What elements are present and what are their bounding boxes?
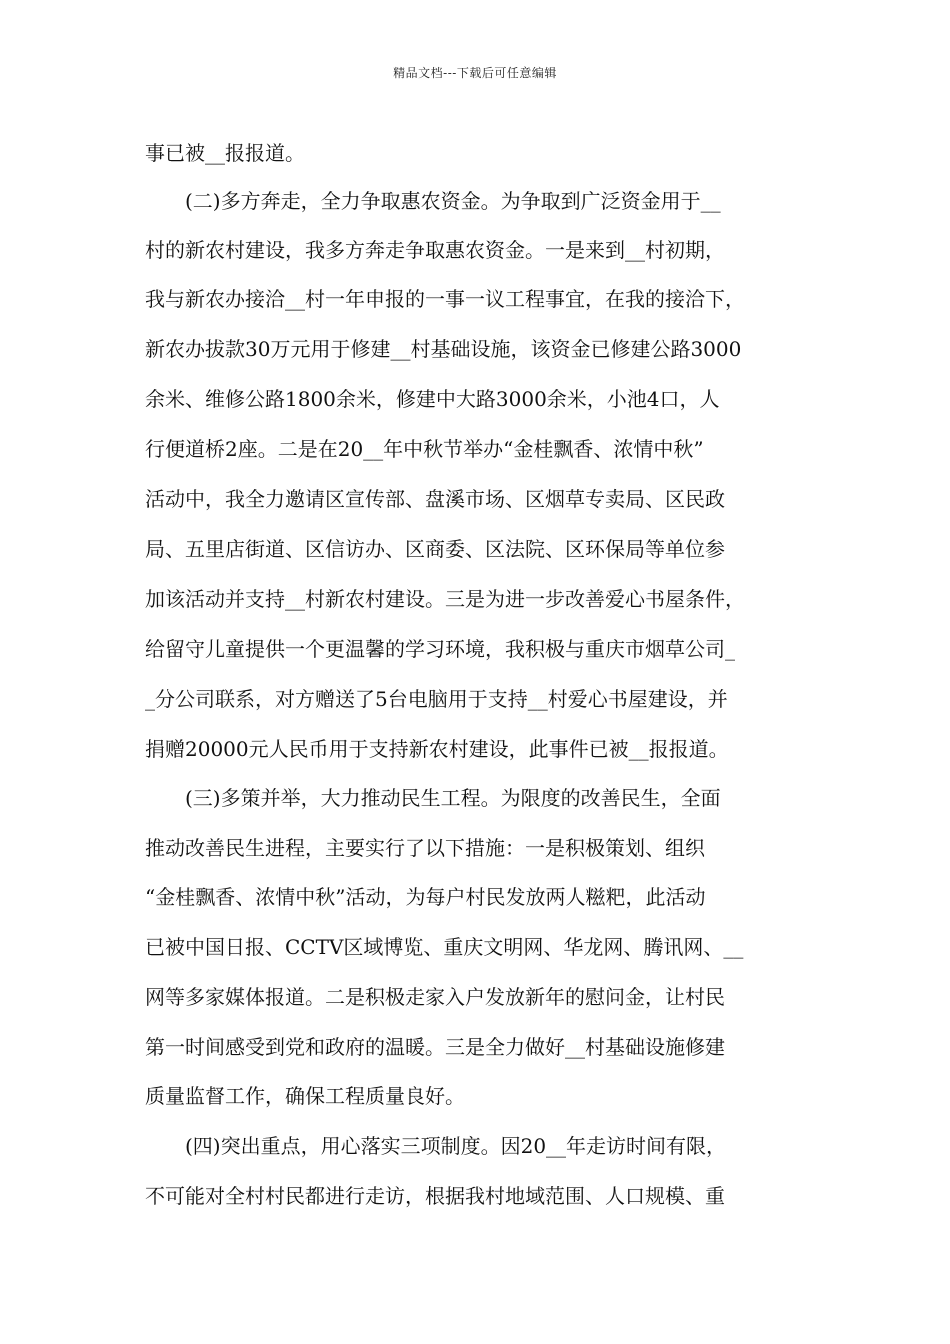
text-line: 加该活动并支持__村新农村建设。三是为进一步改善爱心书屋条件， [145,587,745,611]
text-line: 网等多家媒体报道。二是积极走家入户发放新年的慰问金，让村民 [145,985,725,1009]
text-line: 第一时间感受到党和政府的温暖。三是全力做好__村基础设施修建 [145,1035,725,1059]
text-line: “金桂飘香、浓情中秋”活动，为每户村民发放两人糍粑，此活动 [145,885,706,909]
text-line: 余米、维修公路1800余米，修建中大路3000余米，小池4口，人 [145,387,720,411]
text-line: 事已被__报报道。 [145,141,305,165]
text-line: 新农办拔款30万元用于修建__村基础设施，该资金已修建公路3000 [145,337,742,361]
text-line: 已被中国日报、CCTV区域博览、重庆文明网、华龙网、腾讯网、__ [145,935,744,959]
text-line: 不可能对全村村民都进行走访，根据我村地域范围、人口规模、重 [145,1184,725,1208]
text-line: 村的新农村建设，我多方奔走争取惠农资金。一是来到__村初期， [145,238,725,262]
text-line: 行便道桥2座。二是在20__年中秋节举办“金桂飘香、浓情中秋” [145,437,704,461]
text-line: 捐赠20000元人民币用于支持新农村建设，此事件已被__报报道。 [145,737,729,761]
page-header: 精品文档---下载后可任意编辑 [393,66,557,80]
text-line: 局、五里店街道、区信访办、区商委、区法院、区环保局等单位参 [145,537,725,561]
text-line: 我与新农办接洽__村一年申报的一事一议工程事宜，在我的接洽下， [145,287,745,311]
text-line: _分公司联系，对方赠送了5台电脑用于支持__村爱心书屋建设，并 [145,687,728,711]
text-line: 质量监督工作，确保工程质量良好。 [145,1084,465,1108]
text-line: (二)多方奔走，全力争取惠农资金。为争取到广泛资金用于__ [145,189,721,213]
text-line: 给留守儿童提供一个更温馨的学习环境，我积极与重庆市烟草公司_ [145,637,735,661]
text-line: (四)突出重点，用心落实三项制度。因20__年走访时间有限， [145,1134,727,1158]
text-line: (三)多策并举，大力推动民生工程。为限度的改善民生，全面 [145,786,721,810]
text-line: 推动改善民生进程，主要实行了以下措施：一是积极策划、组织 [145,836,705,860]
text-line: 活动中，我全力邀请区宣传部、盘溪市场、区烟草专卖局、区民政 [145,487,725,511]
